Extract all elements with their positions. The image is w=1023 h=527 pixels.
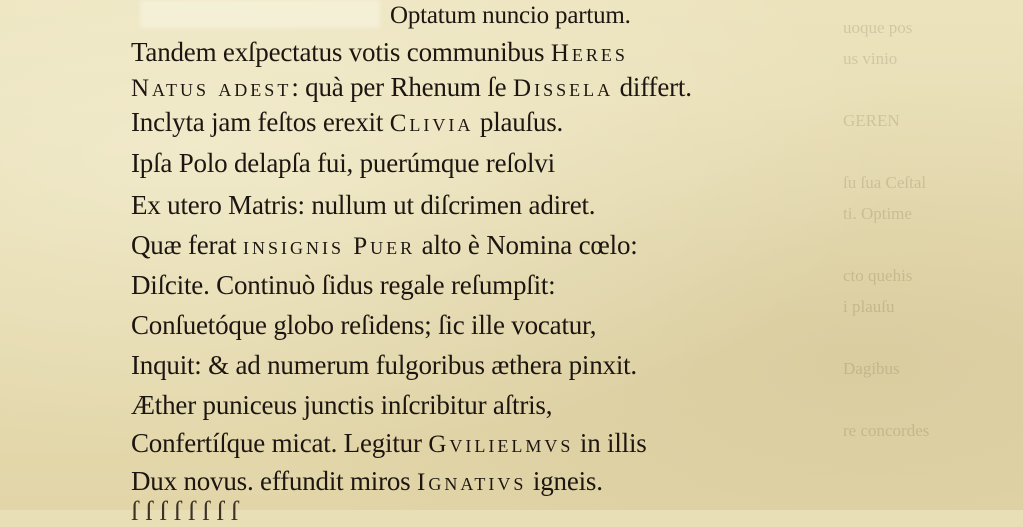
- verse-line: [131, 148, 555, 179]
- verse-line: [131, 310, 596, 341]
- bleed-line: ſu ſua Ceſtal: [843, 173, 927, 192]
- verse-text: : quà per Rhenum ſe: [291, 72, 514, 102]
- verse-text: alto è Nomina cœlo:: [415, 230, 638, 260]
- bleed-line: us vinio: [843, 49, 898, 68]
- verse-line: [131, 107, 563, 138]
- bleed-line: [833, 74, 1023, 105]
- verse-text: Ex utero Matris: nullum ut diſcrimen adiret.: [131, 190, 596, 220]
- verse-text: Conſuetóque globo reſidens; ſic ille vocatur,: [131, 310, 597, 340]
- small-caps-name: Clivia: [389, 110, 474, 137]
- bleed-line: [833, 322, 1023, 353]
- verse-line: [131, 37, 628, 68]
- bleed-line: Dagibus: [843, 359, 900, 378]
- verse-text: Æther puniceus junctis inſcribitur aſtris,: [131, 390, 553, 420]
- bleed-line: [833, 136, 1023, 167]
- verse-title: Optatum nuncio partum.: [390, 2, 631, 29]
- verse-text: differt.: [613, 72, 692, 102]
- bleed-through-text: [833, 0, 1023, 522]
- verse-line: [131, 230, 638, 261]
- bleed-line: [833, 384, 1023, 415]
- bleed-line: uoque pos: [843, 18, 913, 37]
- verse-text: Dux novus. effundit miros: [131, 466, 418, 496]
- small-caps-name: Dissela: [513, 75, 614, 102]
- bleed-line: i plauſu: [843, 297, 895, 316]
- bleed-line: re concordes: [843, 421, 930, 440]
- paper-stain: [140, 0, 380, 28]
- verse-text: Confertíſque micat. Legitur: [131, 428, 429, 458]
- verse-line: [131, 390, 552, 421]
- verse-text: Inclyta jam feſtos erexit: [131, 107, 390, 137]
- verse-text: Tandem exſpectatus votis communibus: [131, 37, 551, 67]
- verse-line: [131, 350, 637, 381]
- verse-text: Diſcite. Continuò ſidus regale reſumpſit:: [131, 270, 556, 300]
- verse-text: Quæ ferat: [131, 230, 243, 260]
- small-caps-name: Natus adest: [131, 75, 292, 102]
- cut-off-line: ſ ſ ſ ſ ſ ſ ſ ſ: [131, 496, 239, 526]
- verse-line: [131, 428, 647, 459]
- verse-text: in illis: [573, 428, 647, 458]
- small-caps-name: Gvilielmvs: [428, 431, 574, 458]
- verse-text: Inquit: & ad numerum fulgoribus æthera pinxit.: [131, 350, 637, 380]
- small-caps-name: Ignativs: [417, 469, 527, 496]
- small-caps-name: insignis Puer: [242, 233, 416, 260]
- verse-text: Ipſa Polo delapſa fui, puerúmque reſolvi: [131, 148, 555, 178]
- verse-line: [131, 190, 595, 221]
- bleed-line: GEREN: [843, 111, 900, 130]
- small-caps-name: Heres: [550, 40, 628, 67]
- verse-line: [131, 72, 692, 103]
- bleed-line: ti. Optime: [843, 204, 912, 223]
- bleed-line: cto quehis: [843, 266, 913, 285]
- bleed-line: [833, 229, 1023, 260]
- verse-text: igneis.: [526, 466, 603, 496]
- verse-text: plauſus.: [473, 107, 564, 137]
- verse-line: [131, 270, 555, 301]
- verse-line: [131, 466, 603, 497]
